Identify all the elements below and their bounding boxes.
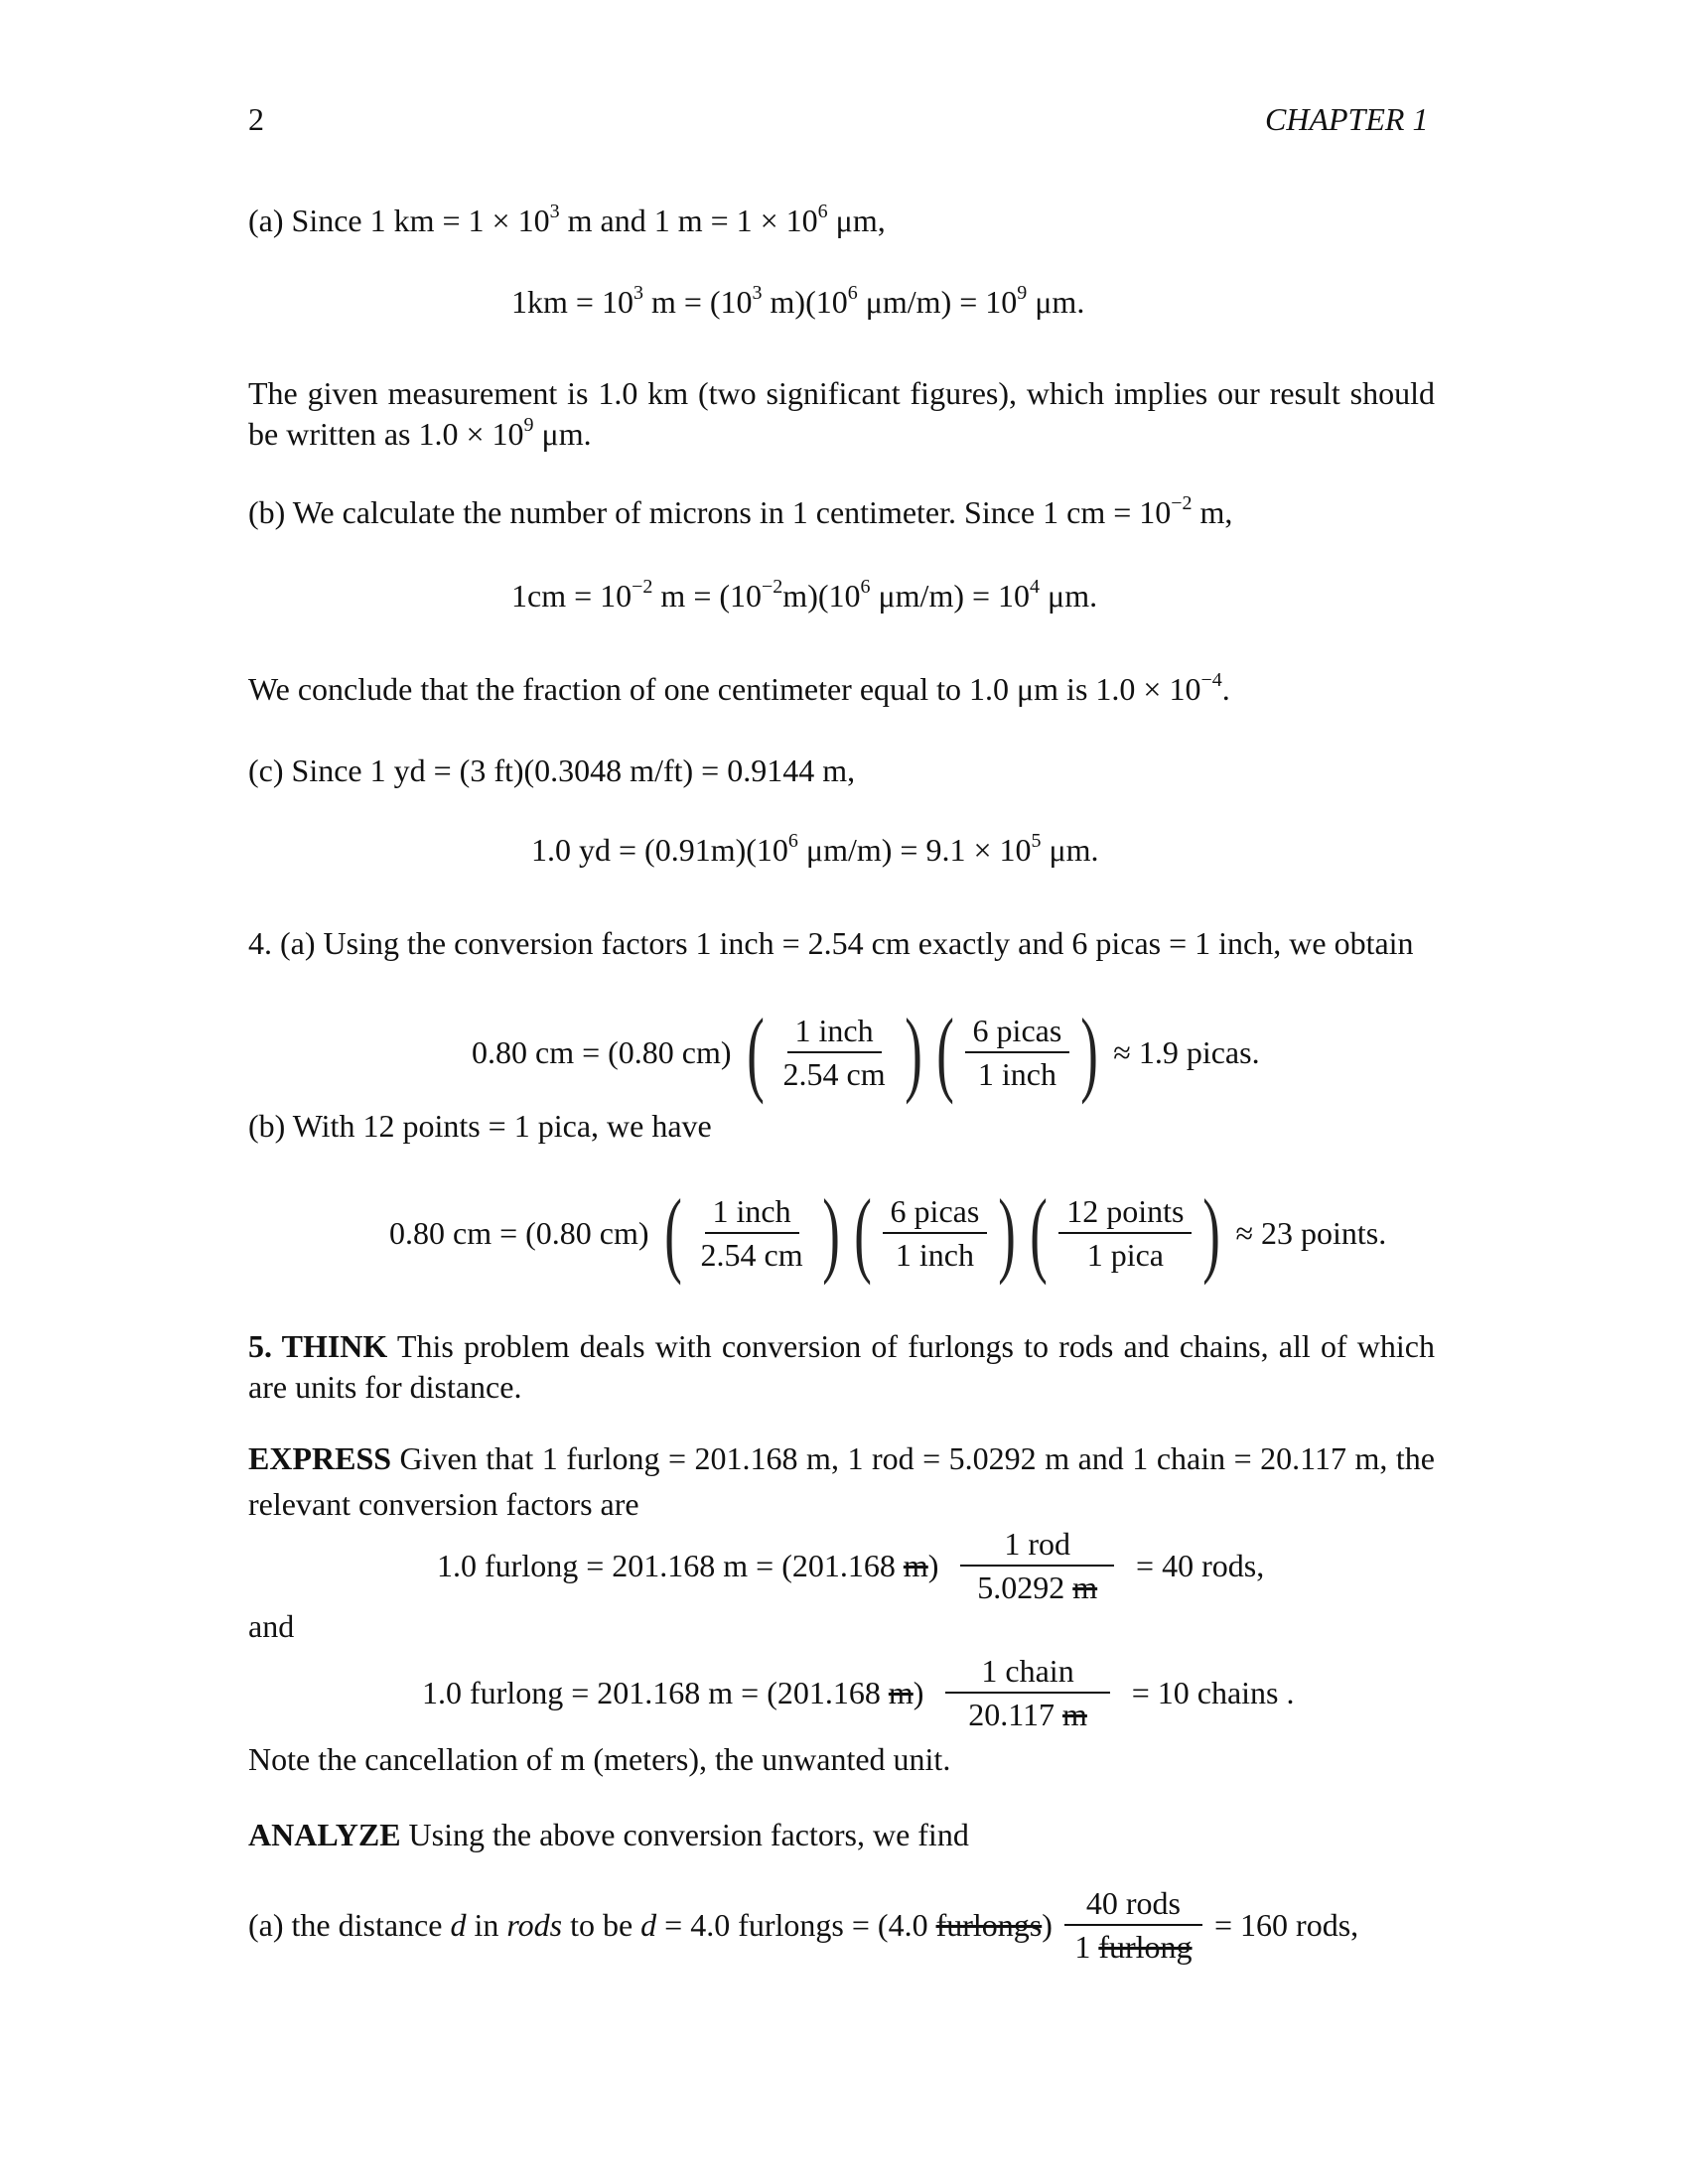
p3a-paragraph: The given measurement is 1.0 km (two significant figures), which implies our result should be written as $1.0 \times 10^9$ μm. (248, 375, 1435, 452)
p4a-result: ≈ 1.9 picas. (1113, 1034, 1260, 1070)
page-number: 2 (248, 101, 264, 137)
p5-rod-factor: $\frac{\text{1 rod}}{5.0292 m}$ (960, 1523, 1114, 1608)
p4b-lhs: 0.80 cm = (0.80 cm) (389, 1215, 649, 1251)
p3b-conclusion: We conclude that the fraction of one centimeter equal to 1.0 μm is $1.0 \times 10^{-4}$. (248, 669, 1230, 707)
p4b-equation (389, 1179, 1387, 1286)
p3b-statement: (b) We calculate the number of microns in 1 centimeter. Since 1 cm = $10^{-2}$ m, (248, 492, 1233, 530)
p4a-equation (472, 999, 1260, 1105)
p5-chain-equation: 1.0 furlong = 201.168 m = (201.168 m) $\frac{\text{1 chain}}{20.117 m}$ = 10 chains . (422, 1650, 1294, 1735)
p5-rod-equation: 1.0 furlong = 201.168 m = (201.168 m) $\frac{\text{1 rod}}{5.0292 m}$ = 40 rods, (437, 1523, 1264, 1608)
p4a-factor-inch: ( $\frac{\text{1 inch}}{2.54 cm}$ ) (746, 999, 922, 1105)
p4a-lhs: 0.80 cm = (0.80 cm) (472, 1034, 732, 1070)
p5-express: EXPRESS Given that 1 furlong = 201.168 m, 1 rod = 5.0292 m and 1 chain = 20.117 m, the relevant conversion factors are (248, 1440, 1435, 1522)
p4b-factor-inch: ( $\frac{\text{1 inch}}{2.54 cm}$ ) (663, 1179, 840, 1286)
p3c-equation: 1.0 yd = $(0.91m)(10^6$ $\mu m/m) = 9.1 \times 10^5$ μm. (531, 830, 1099, 868)
p5-chain-factor: $\frac{\text{1 chain}}{20.117 m}$ (945, 1650, 1109, 1735)
p4b-factor-picas: ( $\frac{\text{6 picas}}{\text{1 inch}}$ ) (853, 1179, 1017, 1286)
p3c-statement: (c) Since 1 yd = (3 ft)(0.3048 m/ft) = 0.9144 m, (248, 752, 856, 788)
p5-think: 5. THINK This problem deals with conversion of furlongs to rods and chains, all of which are units for distance. (248, 1328, 1436, 1405)
p4a-factor-picas: ( $\frac{\text{6 picas}}{\text{1 inch}}$ ) (935, 999, 1099, 1105)
p4b-factor-points: ( $\frac{\text{12 points}}{\text{1 pica}}$ ) (1030, 1179, 1221, 1286)
p5-a-equation: (a) the distance d in rods to be d = 4.0 furlongs = (4.0 furlongs) $\frac{\text{40 rods}}{\text{1 furlong}}$ = 160 rods, (248, 1882, 1358, 1968)
p5-a-factor: $\frac{\text{40 rods}}{\text{1 furlong}}$ (1064, 1882, 1202, 1968)
p4-intro: 4. (a) Using the conversion factors 1 inch = 2.54 cm exactly and 6 picas = 1 inch, we obtain (248, 925, 1414, 961)
p4b-intro: (b) With 12 points = 1 pica, we have (248, 1108, 712, 1144)
p5-analyze: ANALYZE Using the above conversion factors, we find (248, 1817, 969, 1852)
p3a-equation: $1km = 10^3$ $m = (10^3$ $m)(10^6$ $\mu m/m) = 10^9$ μm. (511, 282, 1085, 320)
p4b-result: ≈ 23 points. (1235, 1215, 1387, 1251)
p3b-equation: $1cm = 10^{-2}$ $m = (10^{-2}m)(10^6$ $\mu m/m) = 10^4$ μm. (511, 576, 1098, 614)
p5-note: Note the cancellation of m (meters), the unwanted unit. (248, 1741, 951, 1777)
p5-and: and (248, 1608, 295, 1644)
p3a-statement: (a) Since 1 km = $1 \times 10^3$ m and 1 $m = 1 \times 10^6$ μm, (248, 201, 886, 238)
chapter-heading: CHAPTER 1 (1265, 101, 1429, 137)
